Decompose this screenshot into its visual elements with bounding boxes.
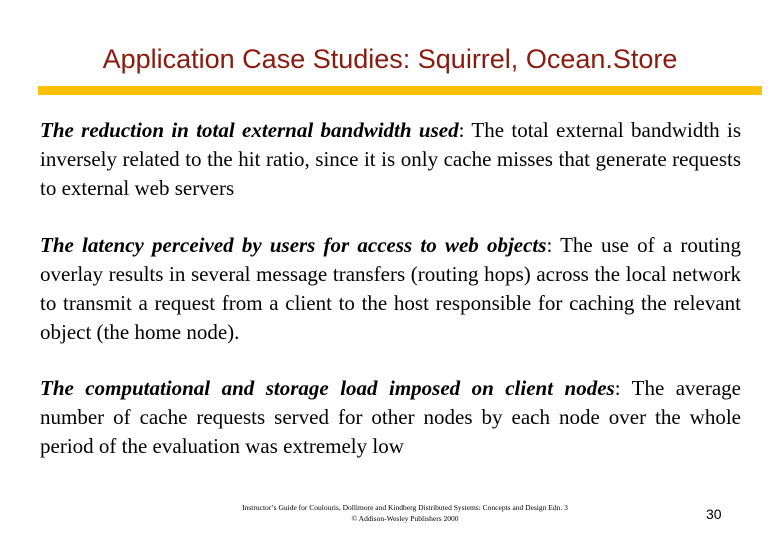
paragraph-body: : The total external bandwidth is inversely related to the hit ratio, since it is only cache misses that generate requests to external web servers bbox=[40, 118, 741, 200]
paragraph-body: : The average number of cache requests served for other nodes by each node over the whole period of the evaluation was extremely low bbox=[40, 376, 741, 458]
footer-line-1: Instructor’s Guide for Coulouris, Dollimore and Kindberg Distributed Systems: Concepts and Design Edn. 3 bbox=[242, 503, 568, 512]
page-number: 30 bbox=[706, 506, 722, 522]
paragraph-lead: The computational and storage load imposed on client nodes bbox=[40, 376, 615, 400]
paragraph-lead: The latency perceived by users for access to web objects bbox=[40, 233, 547, 257]
footer-line-2: © Addison-Wesley Publishers 2000 bbox=[351, 514, 459, 523]
paragraph-body: : The use of a routing overlay results in several message transfers (routing hops) across the local network to transmit a request from a client to the host responsible for caching the relevant object (the home node). bbox=[40, 233, 741, 344]
slide-title: Application Case Studies: Squirrel, Ocean.Store bbox=[102, 44, 678, 74]
title-underline-bar bbox=[38, 86, 762, 95]
paragraph-lead: The reduction in total external bandwidth used bbox=[40, 118, 459, 142]
paragraph-latency bbox=[40, 231, 741, 347]
paragraph-load bbox=[40, 374, 741, 461]
paragraph-bandwidth bbox=[40, 116, 741, 203]
footer-credit bbox=[180, 502, 630, 524]
